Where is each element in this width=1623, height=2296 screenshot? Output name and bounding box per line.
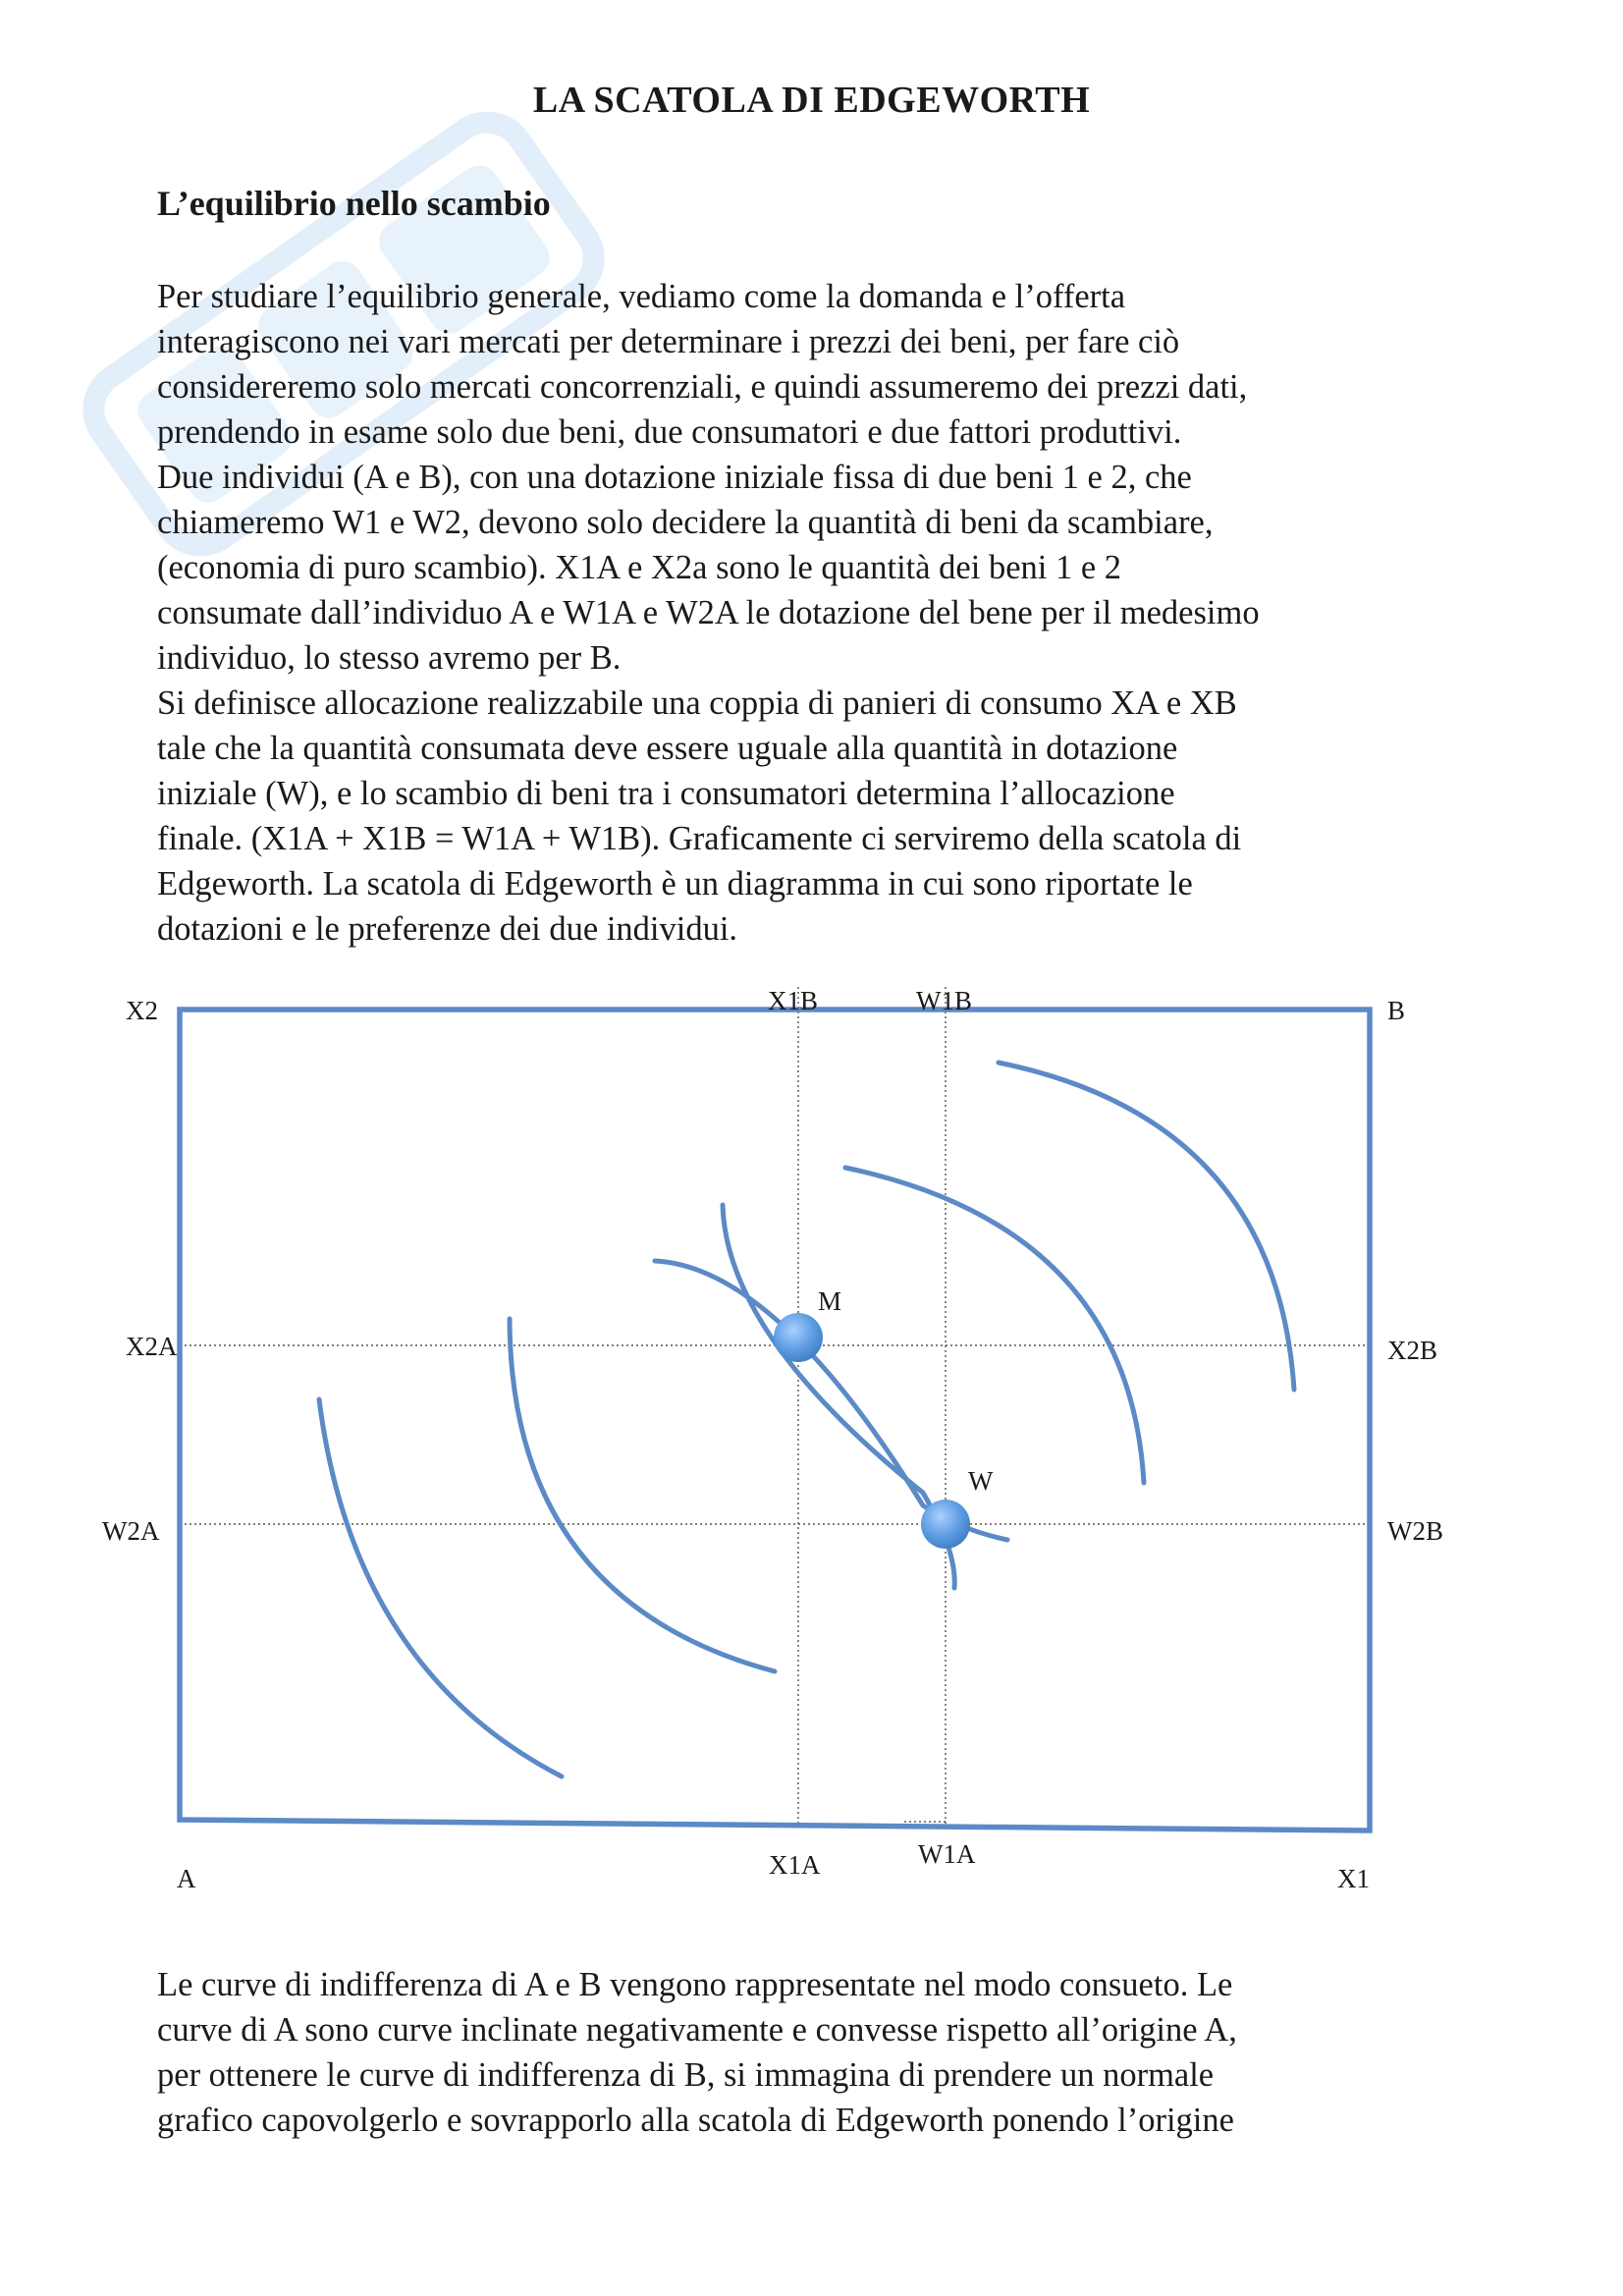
text-line: dotazioni e le preferenze dei due individui. (157, 910, 738, 948)
label-x1a: X1A (769, 1850, 821, 1880)
indifference-curve-b1 (999, 1063, 1294, 1390)
text-line: considereremo solo mercati concorrenziali, e quindi assumeremo dei prezzi dati, (157, 368, 1248, 406)
label-w2b: W2B (1387, 1516, 1443, 1546)
label-w1a: W1A (918, 1839, 976, 1869)
text-line: finale. (X1A + X1B = W1A + W1B). Graficamente ci serviremo della scatola di (157, 820, 1242, 857)
text-line: (economia di puro scambio). X1A e X2a sono le quantità dei beni 1 e 2 (157, 549, 1122, 586)
text-line: Le curve di indifferenza di A e B vengono rappresentate nel modo consueto. Le (157, 1966, 1233, 2003)
document-title: LA SCATOLA DI EDGEWORTH (532, 80, 1091, 121)
label-x2a: X2A (126, 1332, 178, 1361)
edgeworth-box-diagram (0, 962, 1623, 1925)
text-line: interagiscono nei vari mercati per determinare i prezzi dei beni, per fare ciò (157, 323, 1180, 360)
label-x1: X1 (1337, 1864, 1370, 1893)
point-m (774, 1313, 823, 1362)
label-x2: X2 (126, 996, 158, 1025)
label-a: A (177, 1864, 196, 1893)
section-subtitle: L’equilibrio nello scambio (157, 184, 551, 223)
label-w1b: W1B (916, 986, 972, 1015)
text-line: grafico capovolgerlo e sovrapporlo alla scatola di Edgeworth ponendo l’origine (157, 2102, 1234, 2139)
label-m: M (818, 1286, 842, 1316)
text-line: Per studiare l’equilibrio generale, vediamo come la domanda e l’offerta (157, 278, 1126, 315)
indifference-curve-b3 (723, 1205, 954, 1588)
text-line: Edgeworth. La scatola di Edgeworth è un diagramma in cui sono riportate le (157, 865, 1193, 902)
text-line: chiameremo W1 e W2, devono solo decidere la quantità di beni da scambiare, (157, 504, 1214, 541)
label-w2a: W2A (102, 1516, 160, 1546)
point-w (921, 1500, 970, 1549)
label-b: B (1387, 996, 1406, 1025)
text-line: prendendo in esame solo due beni, due consumatori e due fattori produttivi. (157, 413, 1182, 451)
label-w: W (968, 1466, 994, 1496)
label-x2b: X2B (1387, 1336, 1438, 1365)
text-line: iniziale (W), e lo scambio di beni tra i consumatori determina l’allocazione (157, 775, 1175, 812)
paragraph-intro (157, 274, 1260, 952)
indifference-curve-b2 (845, 1168, 1144, 1483)
indifference-curve-a1 (319, 1399, 562, 1777)
text-line: individuo, lo stesso avremo per B. (157, 639, 622, 677)
edgeworth-box (180, 1010, 1370, 1831)
text-line: Si definisce allocazione realizzabile una coppia di panieri di consumo XA e XB (157, 684, 1237, 722)
paragraph-curves (157, 1962, 1237, 2143)
indifference-curve-a2 (510, 1319, 775, 1671)
text-line: curve di A sono curve inclinate negativamente e convesse rispetto all’origine A, (157, 2011, 1237, 2049)
text-line: per ottenere le curve di indifferenza di B, si immagina di prendere un normale (157, 2056, 1215, 2094)
label-x1b: X1B (768, 986, 819, 1015)
text-line: Due individui (A e B), con una dotazione iniziale fissa di due beni 1 e 2, che (157, 459, 1192, 496)
text-line: consumate dall’individuo A e W1A e W2A le dotazione del bene per il medesimo (157, 594, 1260, 631)
text-line: tale che la quantità consumata deve essere uguale alla quantità in dotazione (157, 730, 1178, 767)
